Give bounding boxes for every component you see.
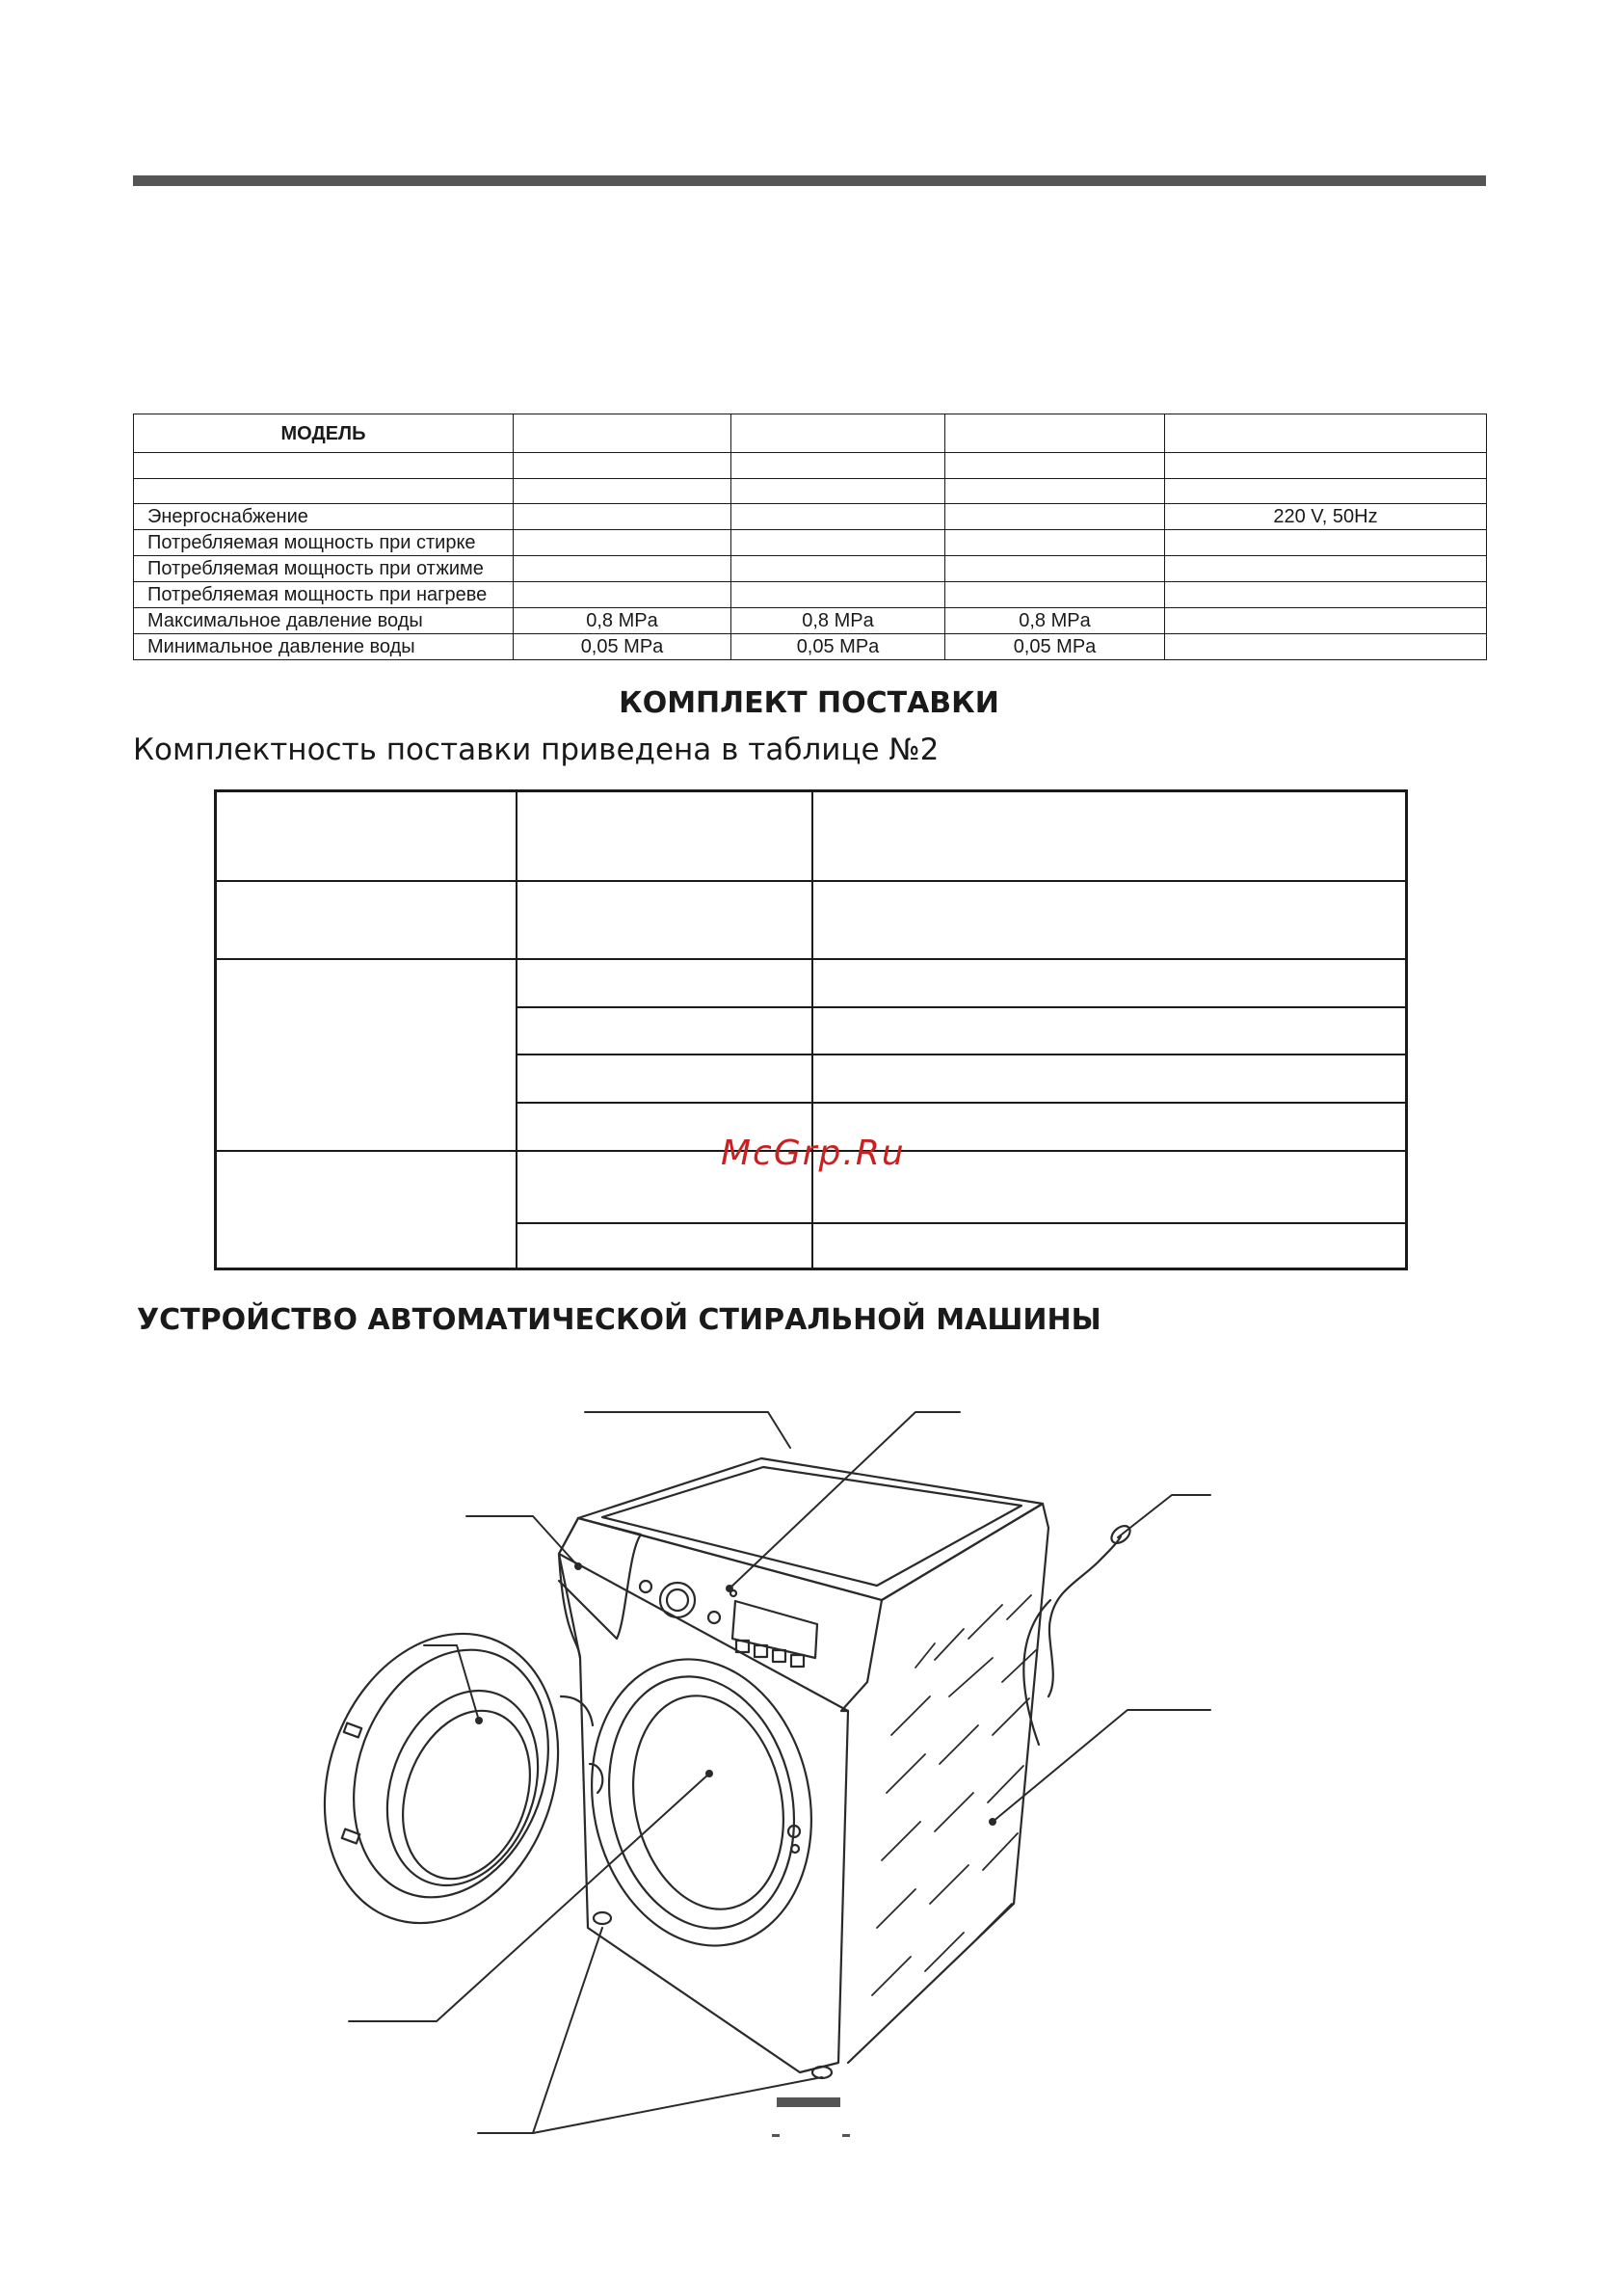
kit-section-subtitle: Комплектность поставки приведена в таблице №2 [133,733,940,767]
spec-label-min-pressure: Минимальное давление воды [134,634,514,660]
specs-row: Минимальное давление воды 0,05 MPa 0,05 MPa 0,05 MPa [134,634,1487,660]
specs-header-model: МОДЕЛЬ [134,414,514,453]
spec-label-max-pressure: Максимальное давление воды [134,608,514,634]
machine-front [559,1518,882,2072]
machine-feet [594,1912,832,2078]
spec-label-power-supply: Энергоснабжение [134,504,514,530]
bottom-marks [772,2097,850,2137]
spec-value-power-supply: 220 V, 50Hz [1165,504,1487,530]
spec-label-wash-power: Потребляемая мощность при стирке [134,530,514,556]
callout-lines [349,1412,1210,2133]
drum-opening [566,1639,836,1966]
open-door [285,1601,602,1957]
kit-section-title: КОМПЛЕКТ ПОСТАВКИ [619,686,999,720]
specs-row: Максимальное давление воды 0,8 MPa 0,8 MPa 0,8 MPa [134,608,1487,634]
spec-label-heat-power: Потребляемая мощность при нагреве [134,582,514,608]
watermark: McGrp.Ru [721,1134,906,1173]
machine-top [578,1458,1043,1600]
power-cord [1023,1523,1133,1745]
device-section-title: УСТРОЙСТВО АВТОМАТИЧЕСКОЙ СТИРАЛЬНОЙ МАШИНЫ [137,1303,1101,1337]
machine-side [848,1504,1048,2063]
spec-label-spin-power: Потребляемая мощность при отжиме [134,556,514,582]
